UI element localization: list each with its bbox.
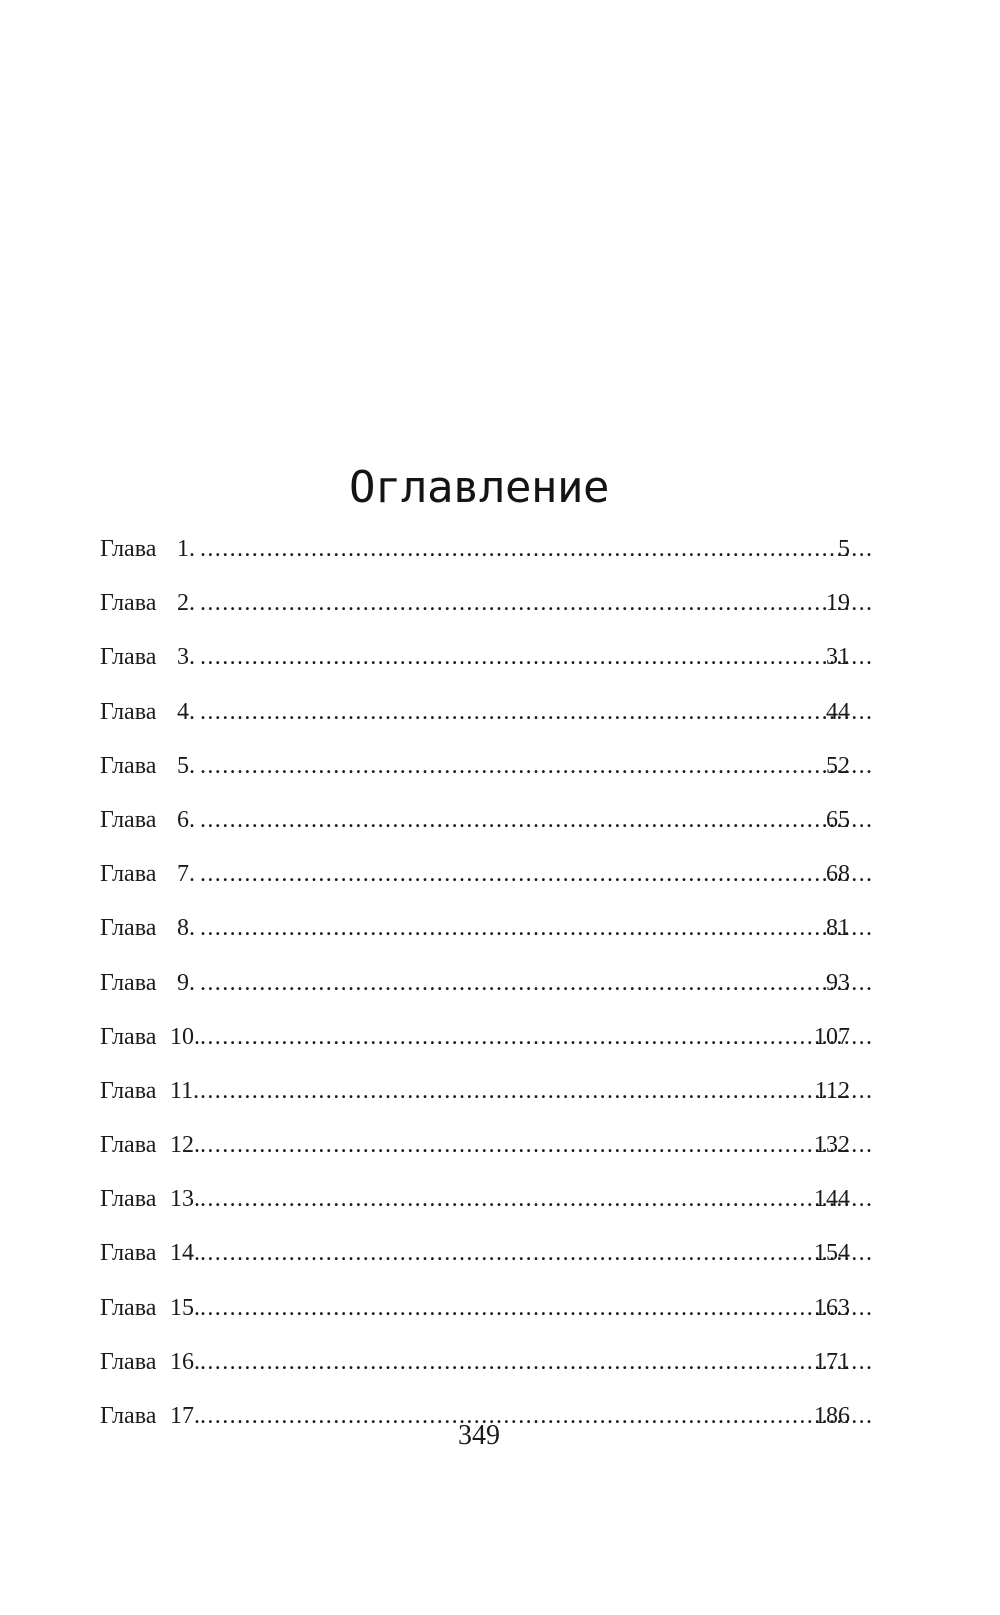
toc-entry-page: 163 [814,1294,850,1321]
dot-leader [200,967,872,999]
page-title: Оглавление [349,462,609,513]
toc-entry-label: Глава [100,1348,157,1375]
page-number: 349 [458,1420,500,1451]
toc-entry-number: 10. [170,1023,200,1050]
toc-entry-page: 112 [814,1077,850,1104]
toc-entry [100,587,850,641]
toc-entry-number: 1. [177,536,195,562]
toc-entry-page: 154 [814,1240,850,1267]
dot-leader [200,1346,872,1378]
toc-entry-page: 68 [826,861,850,888]
table-of-contents [100,533,850,1454]
toc-entry-page: 52 [826,752,850,779]
toc-entry-number: 16. [170,1348,200,1375]
toc-entry-label: Глава [100,1403,157,1429]
toc-entry [100,1183,850,1237]
toc-entry-page: 93 [826,969,850,996]
toc-entry-label: Глава [100,969,157,996]
toc-entry-page: 171 [814,1348,850,1375]
toc-entry-page: 107 [814,1023,850,1050]
toc-entry-number: 5. [177,752,195,779]
toc-entry [100,1292,850,1346]
toc-entry-label: Глава [100,915,157,942]
dot-leader [200,1292,872,1324]
toc-entry-number: 2. [177,590,195,617]
dot-leader [200,641,872,673]
toc-entry-number: 14. [170,1240,200,1267]
toc-entry [100,1237,850,1291]
toc-entry-page: 5 [838,536,850,562]
dot-leader [200,587,872,619]
toc-entry-number: 9. [177,969,195,996]
toc-entry-number: 17. [170,1403,200,1429]
toc-entry-label: Глава [100,698,157,725]
toc-entry [100,804,850,858]
toc-entry-label: Глава [100,806,157,833]
dot-leader [200,1075,872,1107]
toc-entry-number: 8. [177,915,195,942]
dot-leader [200,1183,872,1215]
toc-entry [100,1129,850,1183]
toc-entry [100,641,850,695]
dot-leader [200,1021,872,1053]
toc-entry-label: Глава [100,590,157,617]
toc-entry-label: Глава [100,752,157,779]
toc-entry-label: Глава [100,1186,157,1213]
toc-entry-page: 81 [826,915,850,942]
toc-entry-page: 144 [814,1186,850,1213]
toc-entry [100,967,850,1021]
dot-leader [200,858,872,890]
toc-entry [100,533,850,587]
toc-entry [100,912,850,966]
toc-entry-label: Глава [100,536,157,562]
toc-entry-number: 12. [170,1132,200,1159]
dot-leader [200,1129,872,1161]
dot-leader [200,750,872,782]
toc-entry-page: 44 [826,698,850,725]
toc-entry-number: 3. [177,644,195,671]
toc-entry [100,750,850,804]
dot-leader [200,912,872,944]
toc-entry-label: Глава [100,1294,157,1321]
dot-leader [200,804,872,836]
toc-entry [100,696,850,750]
toc-entry-number: 15. [170,1294,200,1321]
toc-entry-label: Глава [100,644,157,671]
dot-leader [200,1237,872,1269]
toc-entry-label: Глава [100,1023,157,1050]
toc-entry-page: 132 [814,1132,850,1159]
toc-entry-number: 4. [177,698,195,725]
toc-entry-number: 13. [170,1186,200,1213]
toc-entry [100,858,850,912]
toc-entry-page: 65 [826,806,850,833]
toc-entry-number: 11. [170,1077,200,1104]
toc-entry [100,1346,850,1400]
toc-entry-label: Глава [100,1132,157,1159]
dot-leader [200,533,872,565]
toc-entry-page: 31 [826,644,850,671]
toc-entry [100,1075,850,1129]
dot-leader [200,696,872,728]
toc-entry [100,1021,850,1075]
toc-entry-page: 19 [826,590,850,617]
toc-entry-number: 7. [177,861,195,888]
toc-entry-page: 186 [814,1403,850,1429]
toc-entry-number: 6. [177,806,195,833]
toc-entry-label: Глава [100,1240,157,1267]
toc-entry-label: Глава [100,1077,157,1104]
toc-entry-label: Глава [100,861,157,888]
